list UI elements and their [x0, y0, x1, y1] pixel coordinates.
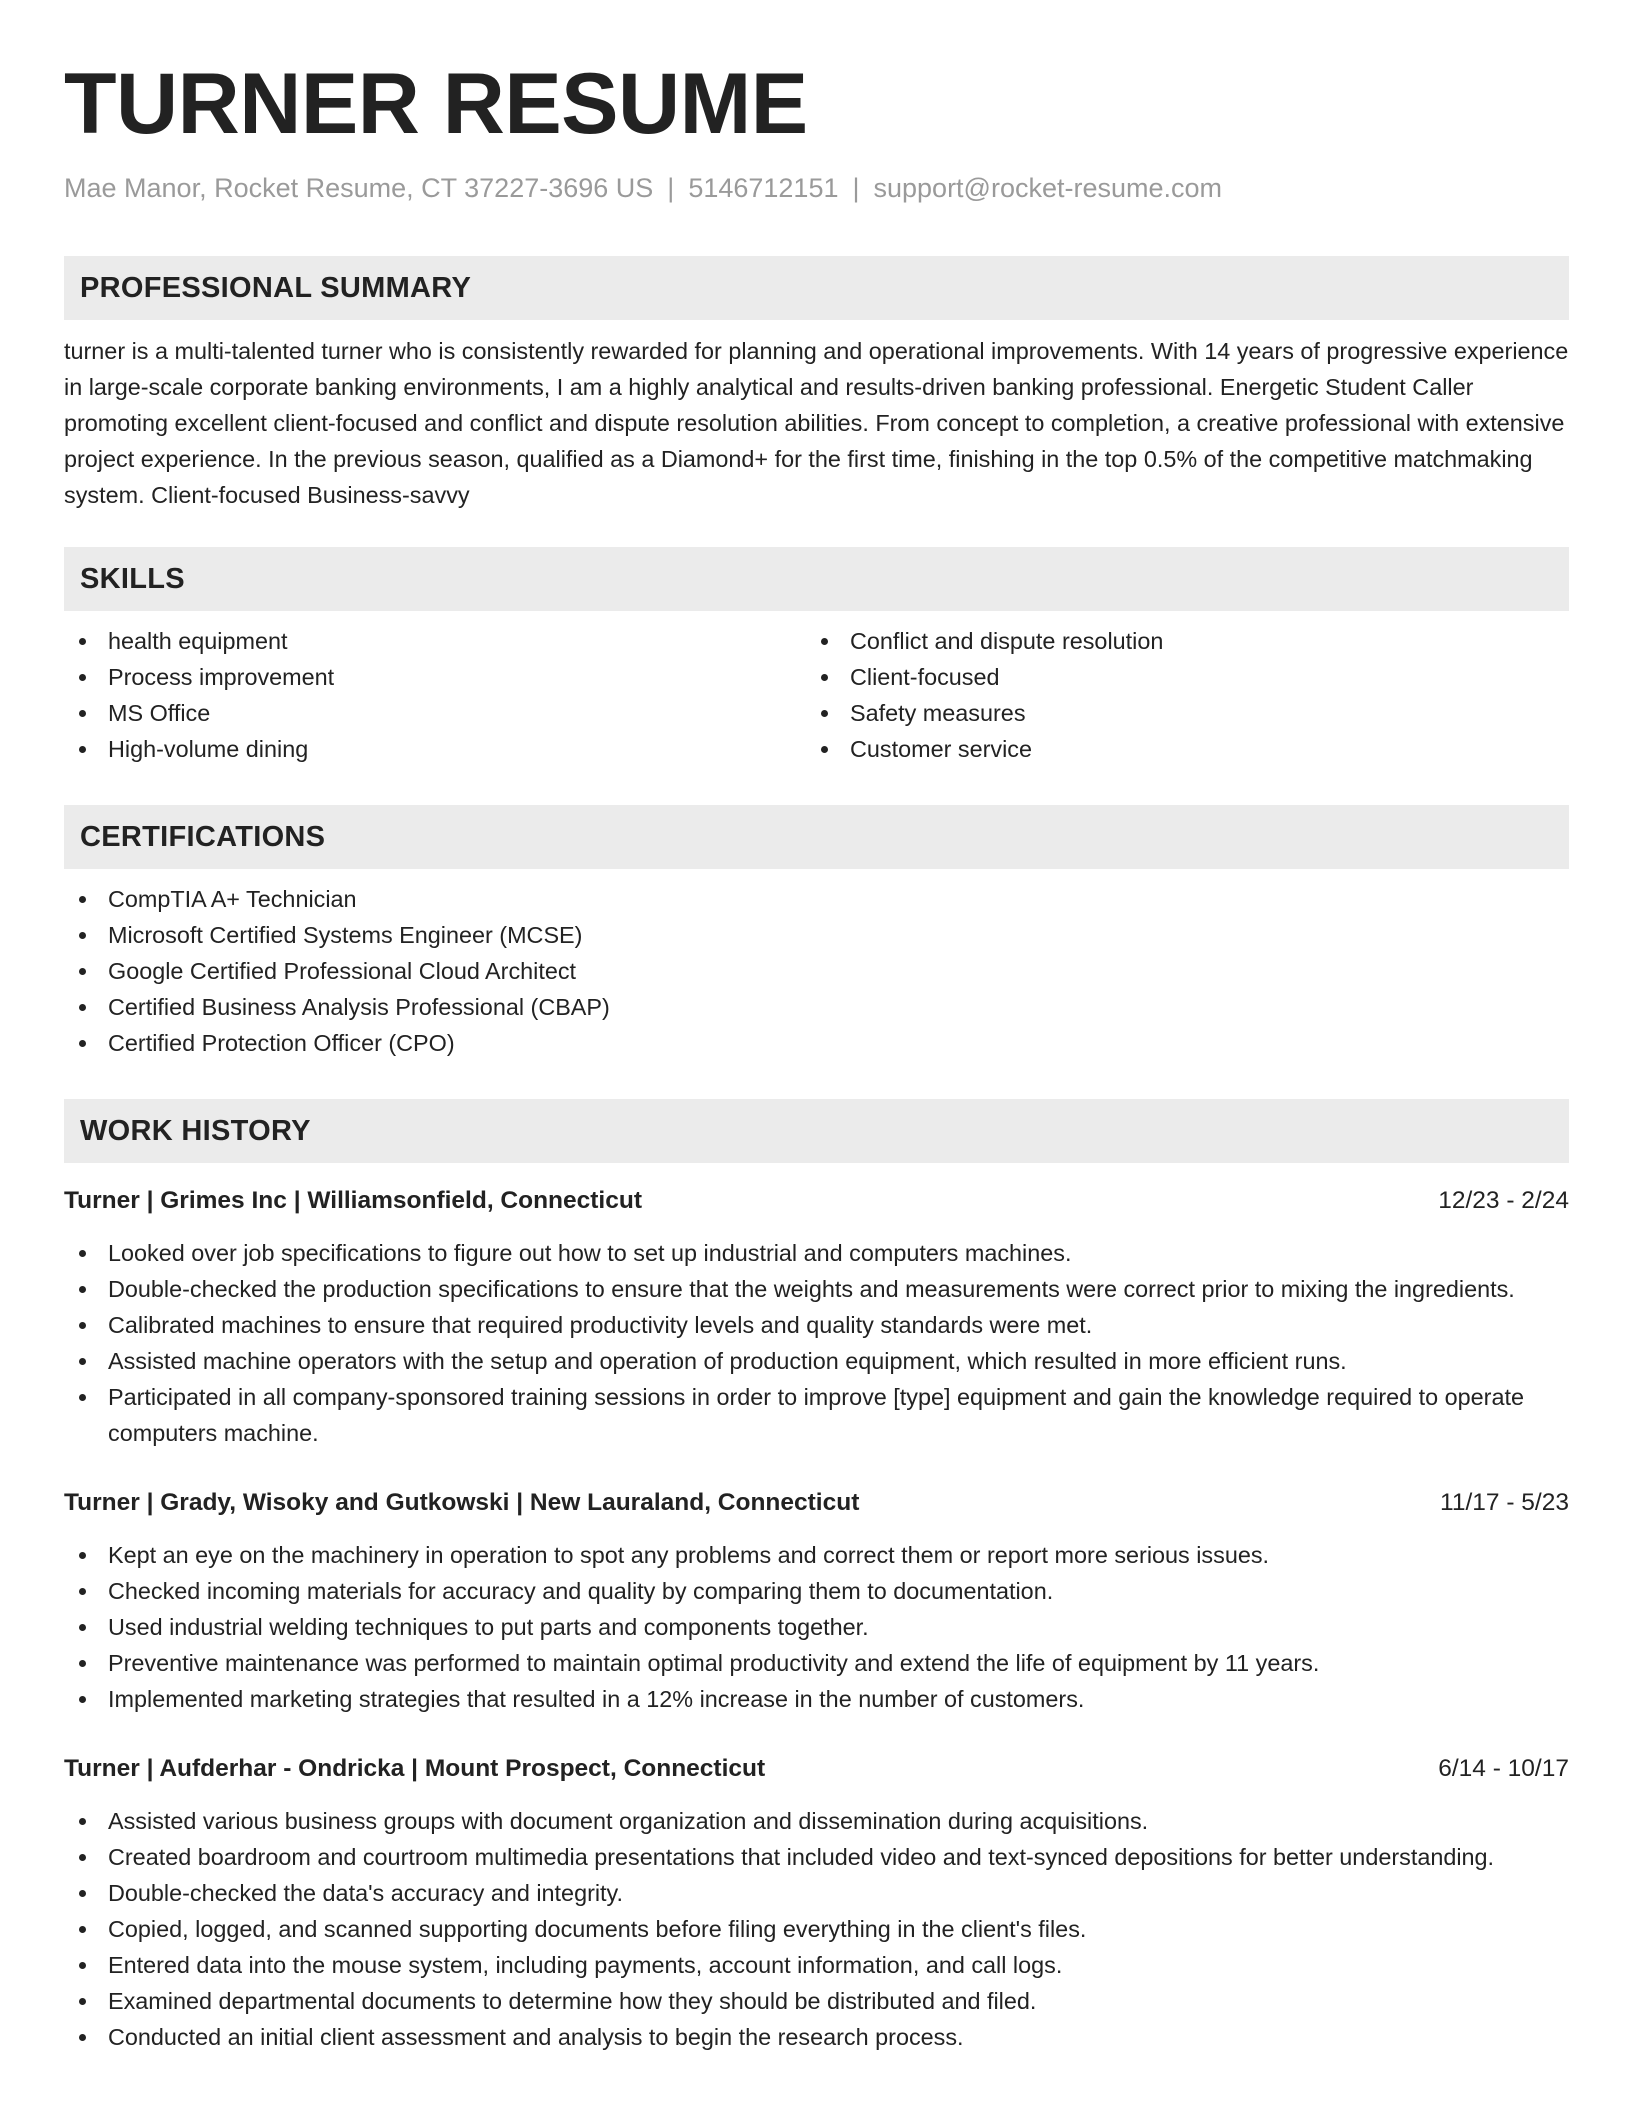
contact-email: support@rocket-resume.com [873, 173, 1223, 203]
skill-item: MS Office [64, 695, 806, 731]
job-duty: Calibrated machines to ensure that required productivity levels and quality standards were met. [64, 1307, 1569, 1343]
contact-separator: | [852, 173, 860, 203]
skill-item: health equipment [64, 623, 806, 659]
job-duty: Double-checked the production specifications to ensure that the weights and measurements were correct prior to mixing the ingredients. [64, 1271, 1569, 1307]
contact-phone: 5146712151 [688, 173, 839, 203]
certification-item: CompTIA A+ Technician [64, 881, 1569, 917]
job-duty: Assisted various business groups with document organization and dissemination during acquisitions. [64, 1803, 1569, 1839]
job-entry [64, 1485, 1569, 1717]
job-duty: Copied, logged, and scanned supporting documents before filing everything in the client's files. [64, 1911, 1569, 1947]
job-title: Turner | Grady, Wisoky and Gutkowski | New Lauraland, Connecticut [64, 1489, 860, 1516]
job-dates: 12/23 - 2/24 [1438, 1187, 1569, 1214]
job-duty: Implemented marketing strategies that resulted in a 12% increase in the number of customers. [64, 1681, 1569, 1717]
job-dates: 11/17 - 5/23 [1440, 1489, 1569, 1516]
job-duty: Assisted machine operators with the setup and operation of production equipment, which resulted in more efficient runs. [64, 1343, 1569, 1379]
job-duty: Looked over job specifications to figure out how to set up industrial and computers machines. [64, 1235, 1569, 1271]
job-header [64, 1485, 1569, 1521]
job-duty: Conducted an initial client assessment and analysis to begin the research process. [64, 2019, 1569, 2055]
job-duties-list [64, 1235, 1569, 1451]
summary-section-header: PROFESSIONAL SUMMARY [64, 256, 1569, 320]
job-entry [64, 1751, 1569, 2055]
skill-item: Process improvement [64, 659, 806, 695]
job-duty: Examined departmental documents to determine how they should be distributed and filed. [64, 1983, 1569, 2019]
certification-item: Certified Protection Officer (CPO) [64, 1025, 1569, 1061]
certification-item: Certified Business Analysis Professional (CBAP) [64, 989, 1569, 1025]
skill-item: High-volume dining [64, 731, 806, 767]
skills-column-right [806, 623, 1548, 767]
job-duty: Participated in all company-sponsored training sessions in order to improve [type] equipment and gain the knowledge required to operate computers machine. [64, 1379, 1569, 1451]
job-duty: Preventive maintenance was performed to maintain optimal productivity and extend the life of equipment by 11 years. [64, 1645, 1569, 1681]
job-dates: 6/14 - 10/17 [1438, 1755, 1569, 1782]
resume-name: TURNER RESUME [64, 56, 808, 152]
job-duty: Kept an eye on the machinery in operation to spot any problems and correct them or report more serious issues. [64, 1537, 1569, 1573]
skill-item: Client-focused [806, 659, 1548, 695]
job-duty: Double-checked the data's accuracy and integrity. [64, 1875, 1569, 1911]
skills-column-left [64, 623, 806, 767]
contact-address: Mae Manor, Rocket Resume, CT 37227-3696 US [64, 173, 654, 203]
job-header [64, 1751, 1569, 1787]
skill-item: Customer service [806, 731, 1548, 767]
job-duty: Entered data into the mouse system, including payments, account information, and call logs. [64, 1947, 1569, 1983]
work-history-section-header: WORK HISTORY [64, 1099, 1569, 1163]
skills-list-left [64, 623, 806, 767]
skill-item: Conflict and dispute resolution [806, 623, 1548, 659]
job-duty: Created boardroom and courtroom multimedia presentations that included video and text-synced depositions for better understanding. [64, 1839, 1569, 1875]
skills-grid [64, 623, 1569, 767]
job-title: Turner | Aufderhar - Ondricka | Mount Prospect, Connecticut [64, 1755, 766, 1782]
skills-section-header: SKILLS [64, 547, 1569, 611]
contact-line [64, 170, 1569, 206]
skills-list-right [806, 623, 1548, 767]
certification-item: Microsoft Certified Systems Engineer (MCSE) [64, 917, 1569, 953]
summary-text: turner is a multi-talented turner who is consistently rewarded for planning and operational improvements. With 14 years of progressive experience in large-scale corporate banking environments, I am a highly analytical and results-driven banking professional. Energetic Student Caller promoting excellent client-focused and conflict and dispute resolution abilities. From concept to completion, a creative professional with extensive project experience. In the previous season, qualified as a Diamond+ for the first time, finishing in the top 0.5% of the competitive matchmaking system. Client-focused Business-savvy [64, 338, 1569, 508]
skill-item: Safety measures [806, 695, 1548, 731]
job-header [64, 1183, 1569, 1219]
contact-separator: | [667, 173, 675, 203]
job-duty: Checked incoming materials for accuracy and quality by comparing them to documentation. [64, 1573, 1569, 1609]
job-duties-list [64, 1803, 1569, 2055]
job-duty: Used industrial welding techniques to put parts and components together. [64, 1609, 1569, 1645]
certification-item: Google Certified Professional Cloud Architect [64, 953, 1569, 989]
job-title: Turner | Grimes Inc | Williamsonfield, Connecticut [64, 1187, 642, 1214]
certifications-list [64, 881, 1569, 1061]
job-duties-list [64, 1537, 1569, 1717]
job-entry [64, 1183, 1569, 1451]
certifications-section-header: CERTIFICATIONS [64, 805, 1569, 869]
